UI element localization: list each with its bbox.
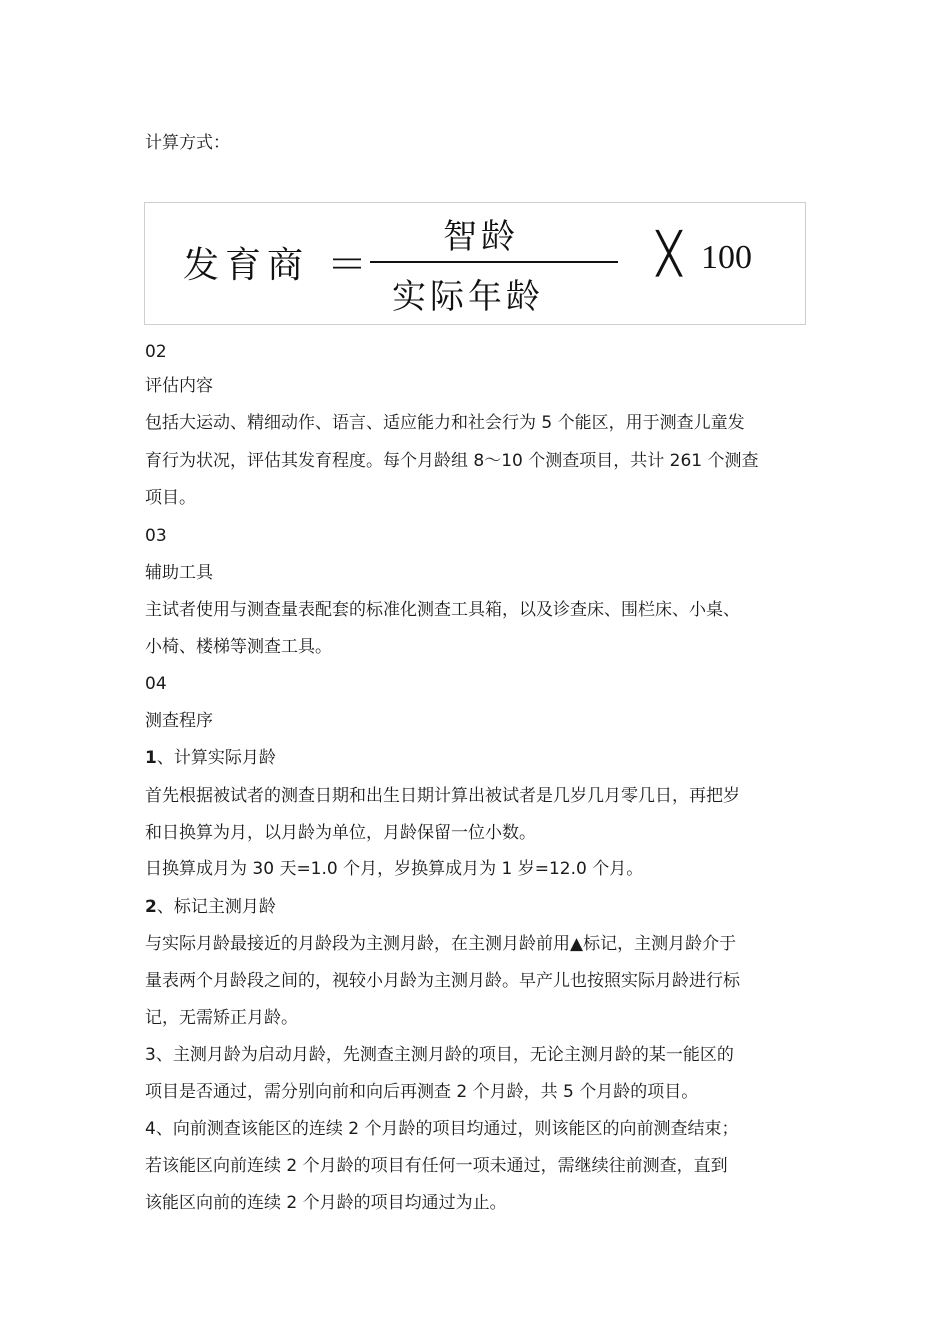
paragraph-line: 该能区向前的连续 2 个月龄的项目均通过为止。 [145, 1193, 507, 1213]
section-number-02: 02 [145, 342, 167, 362]
paragraph-line: 小椅、楼梯等测查工具。 [145, 637, 332, 657]
paragraph-line: 主试者使用与测查量表配套的标准化测查工具箱，以及诊查床、围栏床、小桌、 [145, 600, 740, 620]
formula-times: ╳ [657, 231, 682, 277]
step-number: 1 [145, 748, 157, 768]
intro-label: 计算方式： [145, 133, 230, 153]
step-heading-2 [145, 895, 810, 919]
section-title-assessment: 评估内容 [145, 376, 213, 396]
section-number-03: 03 [145, 526, 167, 546]
paragraph-line: 与实际月龄最接近的月龄段为主测月龄，在主测月龄前用▲标记，主测月龄介于 [145, 934, 737, 954]
paragraph-line: 4、向前测查该能区的连续 2 个月龄的项目均通过，则该能区的向前测查结束； [145, 1119, 739, 1139]
section-title-tools: 辅助工具 [145, 563, 213, 583]
paragraph-line: 项目。 [145, 488, 196, 508]
paragraph-line: 若该能区向前连续 2 个月龄的项目有任何一项未通过，需继续往前测查，直到 [145, 1156, 728, 1176]
paragraph-line: 记，无需矫正月龄。 [145, 1008, 298, 1028]
paragraph-line: 和日换算为月，以月龄为单位，月龄保留一位小数。 [145, 823, 536, 843]
formula-denominator: 实际年龄 [392, 277, 544, 317]
paragraph-line: 量表两个月龄段之间的，视较小月龄为主测月龄。早产儿也按照实际月龄进行标 [145, 971, 740, 991]
paragraph-line: 项目是否通过，需分别向前和向后再测查 2 个月龄，共 5 个月龄的项目。 [145, 1082, 699, 1102]
step-title: 、标记主测月龄 [156, 897, 276, 917]
step-title: 、计算实际月龄 [156, 748, 276, 768]
fraction-bar [370, 261, 618, 263]
formula-equals: ＝ [327, 242, 367, 288]
paragraph-line: 3、主测月龄为启动月龄，先测查主测月龄的项目，无论主测月龄的某一能区的 [145, 1045, 734, 1065]
formula-image [144, 202, 806, 325]
paragraph-line: 日换算成月为 30 天=1.0 个月，岁换算成月为 1 岁=12.0 个月。 [145, 859, 644, 879]
section-number-04: 04 [145, 674, 167, 694]
step-number: 2 [145, 897, 157, 917]
formula-numerator: 智龄 [443, 217, 519, 257]
step-heading-1 [145, 746, 810, 770]
formula-multiplier: 100 [701, 239, 752, 276]
section-title-procedure: 测查程序 [145, 711, 213, 731]
paragraph-line: 育行为状况，评估其发育程度。每个月龄组 8～10 个测查项目，共计 261 个测查 [145, 451, 759, 471]
paragraph-line: 首先根据被试者的测查日期和出生日期计算出被试者是几岁几月零几日，再把岁 [145, 786, 740, 806]
formula-lhs: 发育商 [183, 245, 310, 286]
paragraph-line: 包括大运动、精细动作、语言、适应能力和社会行为 5 个能区，用于测查儿童发 [145, 413, 745, 433]
